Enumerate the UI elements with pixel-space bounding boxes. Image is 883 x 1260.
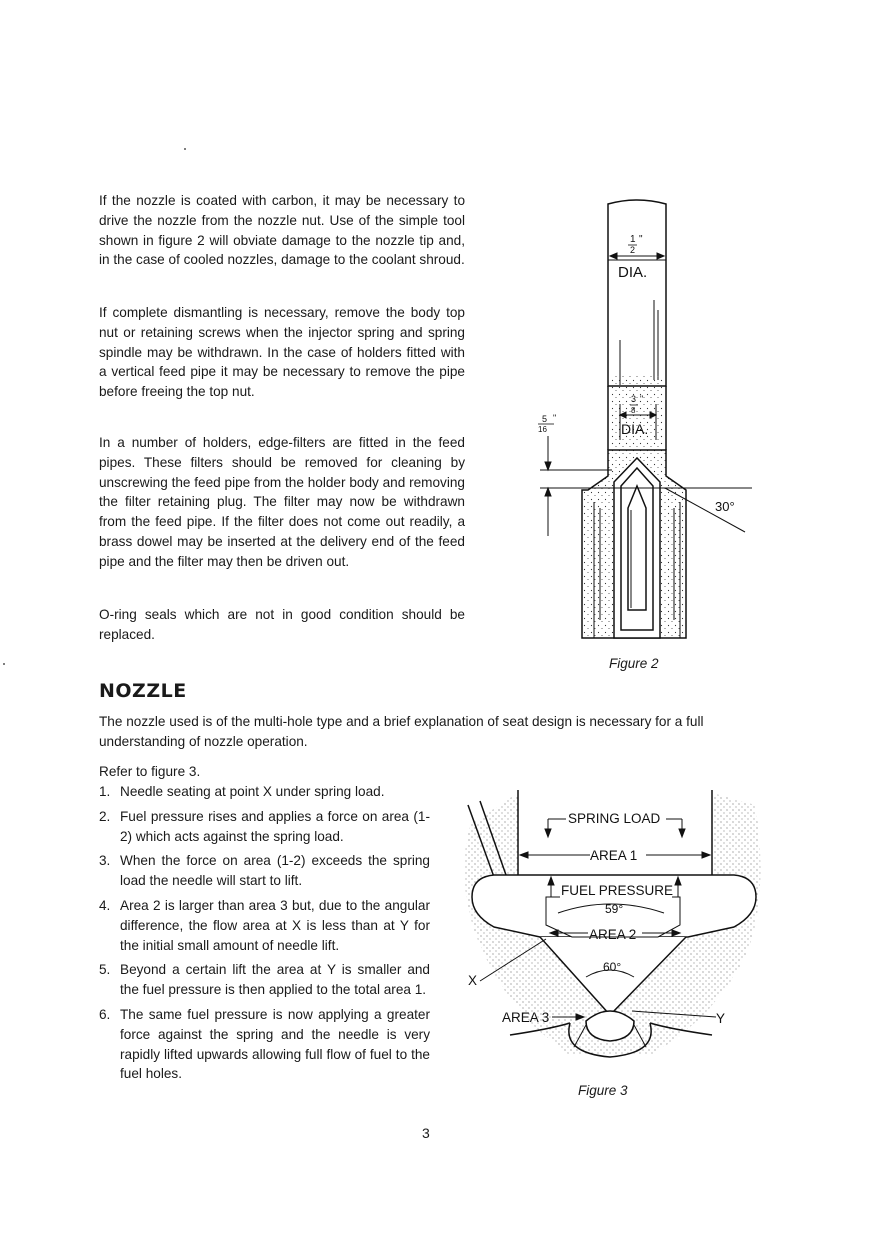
fig2-mid-dia-label: DIA.	[621, 421, 649, 437]
fig2-angle-label: 30°	[715, 499, 735, 514]
fig3-angle-59-label: 59°	[605, 902, 624, 916]
paragraph-carbon-nozzle: If the nozzle is coated with carbon, it may be necessary to drive the nozzle from the nozzle nut. Use of the simple tool shown in figure 2 will obviate damage to the nozzle tip and, in the case of cooled nozzles, damage to the coolant shroud.	[99, 193, 465, 268]
fig3-point-y-label: Y	[716, 1011, 726, 1026]
paragraph-o-ring-seals: O-ring seals which are not in good condition should be replaced.	[99, 607, 465, 642]
figure-3-drawing	[450, 785, 770, 1075]
figure-3-caption: Figure 3	[578, 1083, 628, 1098]
refer-figure-line: Refer to figure 3.	[99, 764, 201, 779]
list-item: 5. Beyond a certain lift the area at Y is smaller and the fuel pressure is then applied to the total area 1.	[99, 962, 430, 998]
fig2-side-dim-numerator: 5	[542, 414, 548, 424]
fig2-mid-dim-unit: "	[640, 394, 644, 404]
list-item: 2. Fuel pressure rises and applies a force on area (1-2) which acts against the spring load.	[99, 808, 430, 844]
fig2-top-dim-numerator: 1	[630, 234, 636, 245]
fig2-top-dia-label: DIA.	[618, 264, 648, 281]
nozzle-steps-list	[99, 782, 430, 1089]
list-item: 4. Area 2 is larger than area 3 but, due to the angular difference, the flow area at X is less than at Y for the initial small amount of needle lift.	[99, 897, 430, 953]
stray-margin-mark	[3, 663, 5, 665]
fig2-top-dim-unit: "	[639, 234, 643, 245]
fig2-side-dim-unit: "	[553, 413, 557, 423]
fig3-spring-load-label: SPRING LOAD	[568, 811, 661, 826]
fig3-area3-label: AREA 3	[502, 1010, 550, 1025]
stray-dot-mark	[184, 148, 186, 150]
list-item: 1. Needle seating at point X under spring load.	[99, 784, 385, 799]
figure-2-drawing	[520, 190, 780, 650]
section-heading-nozzle: NOZZLE	[99, 680, 187, 702]
paragraph-dismantling: If complete dismantling is necessary, remove the body top nut or retaining screws when the injector spring and spring spindle may be withdrawn. In the case of holders fitted with a vertical feed pipe it may be necessary to remove the pipe before freeing the top nut.	[99, 305, 465, 400]
fig2-side-dim-denominator: 16	[538, 425, 547, 434]
list-item: 3. When the force on area (1-2) exceeds the spring load the needle will start to lift.	[99, 853, 430, 889]
fig2-mid-dim-numerator: 3	[631, 394, 637, 404]
figure-2-caption: Figure 2	[609, 656, 659, 671]
fig3-area1-label: AREA 1	[590, 848, 638, 863]
section-intro: The nozzle used is of the multi-hole type and a brief explanation of seat design is necessary for a full understanding of nozzle operation.	[99, 714, 704, 749]
paragraph-edge-filters: In a number of holders, edge-filters are fitted in the feed pipes. These filters should be removed for cleaning by unscrewing the feed pipe from the holder body and removing the filter retaining plug. The filter may now be withdrawn from the feed pipe. If the filter does not come out readily, a brass dowel may be inserted at the delivery end of the feed pipe and the filter may then be driven out.	[99, 435, 465, 569]
fig2-mid-dim-denominator: 8	[631, 406, 636, 415]
fig3-point-x-label: X	[468, 973, 478, 988]
fig3-fuel-pressure-label: FUEL PRESSURE	[561, 883, 674, 898]
list-item: 6. The same fuel pressure is now applying a greater force against the spring and the needle is very rapidly lifted upwards allowing full flow of fuel to the fuel holes.	[99, 1006, 430, 1082]
fig2-top-dim-denominator: 2	[630, 245, 636, 255]
page-number: 3	[422, 1125, 430, 1141]
fig3-area2-label: AREA 2	[589, 927, 637, 942]
fig3-angle-60-label: 60°	[603, 960, 622, 974]
